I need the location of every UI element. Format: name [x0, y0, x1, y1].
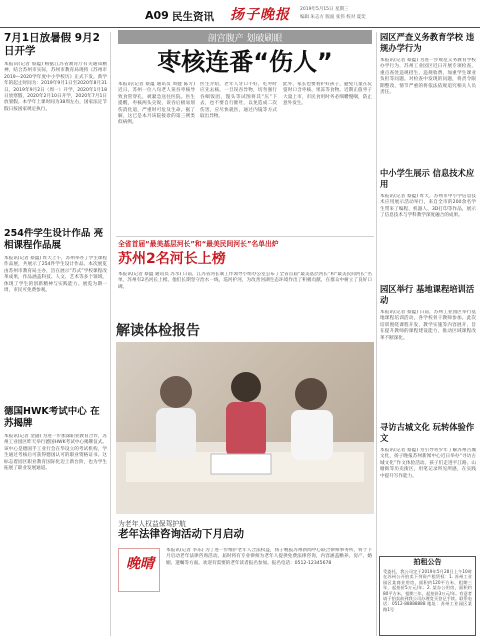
left-column [4, 32, 107, 636]
issue-date: 2019年5月15日 星期三 [300, 7, 349, 12]
section-divider [116, 236, 374, 237]
article-body: 本报讯(记者 蔡蕴) 昨天上午，苏州举办了学生课程作品展，共展示了254件学生设计作品。本次展览由苏州市教育局主办，旨在展示“苏式”学校课程改革成果，作品涵盖科技、人文、艺术等多个领域，体现了学生的创新精神与实践能力。展览为期一周，市民可免费参观。 [4, 256, 107, 294]
article-body: 本报讯(记者 蔡蕴) 为进一步规范义务教育学校办学行为，苏州工业园区近日开展专项检查，重点查处违规招生、违规收费、加重学生课业负担等问题。对检查中发现的问题，将责令限期整改，情节严重的将依法依规追究相关人员责任。 [380, 58, 476, 96]
people-illustration [116, 342, 374, 514]
article-title: 寻访古城文化 玩转体验作文 [380, 422, 475, 443]
page-number: A09 [145, 9, 169, 22]
legal-column-badge [118, 548, 160, 592]
feature-body: 医生介绍，老年人牙口不好，吃枣时应先去核。一旦误吞异物，切勿强行吞咽饭团、馒头等试图将其“压”下去，也不要自行催吐，以免造成二次伤害，应尽快就医，通过内镜等方式取出异物。 [200, 82, 277, 120]
photo-section-title: 解读体检报告 [116, 323, 200, 339]
article-title: 7月1日放暑假 9月2日开学 [4, 32, 100, 57]
article-kicker: 为老年人权益保驾护航 [118, 520, 186, 528]
article-title: 德国HWK考试中心 在苏揭牌 [4, 406, 100, 429]
auction-notice-box [379, 556, 476, 636]
article-body: 本报讯(记者 金副) 为进一步加深职业教育合作，苏州工业园区昨天举行德国HWK考试中心揭牌仪式。该中心是德国手工业行会在华设立的考试机构，学生通过考核后可获得德国认可的职业资格证书。这标志着园区职业教育国际化迈上新台阶，也为学生拓展了职业发展通道。 [4, 434, 107, 472]
article-title: 园区举行 基地课程培训活动 [380, 284, 475, 305]
article-body: 本报讯(记者 蔡蕴) 昨天，苏州市中小学信息技术应用展示活动举行，来自全市的200余名学生带来了编程、机器人、3D打印等作品，展示了信息技术与学科教学深度融合的成果。 [380, 194, 476, 219]
feature-body: 此外，家长也要看护好孩子，避免儿童在玩耍时口含枣核、果冻等食物。近期正值枣子大量上市，市民食用时务必细嚼慢咽，防止意外发生。 [283, 82, 372, 107]
notice-body: 受委托，我公司定于2019年5月28日上午10时在苏州公开拍卖下列资产租赁权：1. 苏州工业园区某商业用房，面积约120平方米，租期三年，起拍价5万元/年；2. 某办公用房，面积约80平方米，租期三年，起拍价3万元/年。有意者请于拍卖前到我公司办理竞买登记手续。联系电话：0512-88888888 地址：苏州工业园区某路1号 [383, 569, 472, 612]
masthead [0, 0, 480, 28]
right-column [380, 32, 476, 636]
article-body: 本报讯(记者 蔡蕴) 为引导青少年了解苏州古城文化，扬子晚报苏州新闻中心近日举办“寻访古城文化”作文体验活动。孩子们走进平江路、山塘街等历史街区，用笔记录所见所感，在实践中提升写作能力。 [380, 448, 476, 479]
section-name: 民生资讯 [172, 11, 214, 23]
column-divider [110, 32, 111, 636]
notice-title: 拍租公告 [413, 558, 442, 566]
column-brand: 晚晴 [126, 556, 154, 572]
brand-logo: 扬子晚报 [230, 7, 290, 23]
feature-headline: 枣核连番“伤人” [157, 48, 333, 76]
article-body: 本报讯(记者 蔡蕴) 日前，苏州工业园区举行基地课程培训活动，各学校骨干教师参加。此次培训围绕课程开发、教学实施等内容展开，旨在提升教师的课程建设能力，推动区域课程改革不断深化。 [380, 310, 476, 341]
feature-body: 本报讯(记者 蔡蕴 通讯员 周健 陈芳) 近日，苏州一位八旬老人误吞枣核导致食管穿孔，被紧急送往医院。医生提醒，枣核两头尖锐，误吞后极易划伤消化道，严重时可危及生命。据了解，这已是本月该院接诊的第三例类似病例。 [118, 82, 195, 126]
column-divider [376, 32, 377, 636]
article-body: 本报讯(记者 蔡蕴 通讯员 苏水) 日前，江苏省河长制工作领导小组办公室公布了全省首届“最美基层河长”和“最美民间河长”名单，苏州有2名河长上榜。他们长期坚守治水一线，巡河护河，为改善河湖生态环境作出了积极贡献，在群众中树立了良好口碑。 [118, 272, 372, 290]
editor-line: 编辑 朱志方 版面 张伟 校对 夏奕 [300, 15, 366, 20]
article-kicker: 全省首届“最美基层河长”和“最美民间河长”名单出炉 [118, 240, 279, 248]
article-title: 中小学生展示 信息技术应用 [380, 168, 475, 189]
article-body: 本报讯(记者 李乐) 为了进一步维护老年人合法权益，扬子晚报苏州新闻中心联合律师事务所，将于下月启动老年法律咨询活动。届时将有专业律师为老年人提供免费法律咨询，内容涵盖赡养、房产、婚姻、遗嘱等方面。欢迎有需要的老年读者报名参加。报名电话：0512-12345678 [166, 548, 372, 566]
article-title: 254件学生设计作品 亮相课程作品展 [4, 228, 104, 251]
feature-kicker-banner [118, 30, 372, 44]
article-headline: 老年法律咨询活动下月启动 [118, 528, 244, 540]
article-body: 本报讯(记者 蔡蕴) 根据江苏省教育厅有关通知精神，结合苏州市实际，苏州市教育局现将《苏州市2019—2020学年度中小学校历》正式下发。新学年的起止时间为：2019年9月1日至2020年8月31日。2019年9月2日（周一）开学，2020年1月18日放寒假，2020年2月10日开学，2020年7月1日放暑假。本学年上课时间为38周左右，国家法定节假日按国家规定执行。 [4, 62, 107, 112]
checkup-photo [116, 342, 374, 514]
article-title: 园区严查义务教育学校 违规办学行为 [380, 32, 475, 53]
feature-kicker: 剖宫腹产 划破刷眼 [207, 34, 283, 44]
article-headline: 苏州2名河长上榜 [118, 251, 226, 267]
